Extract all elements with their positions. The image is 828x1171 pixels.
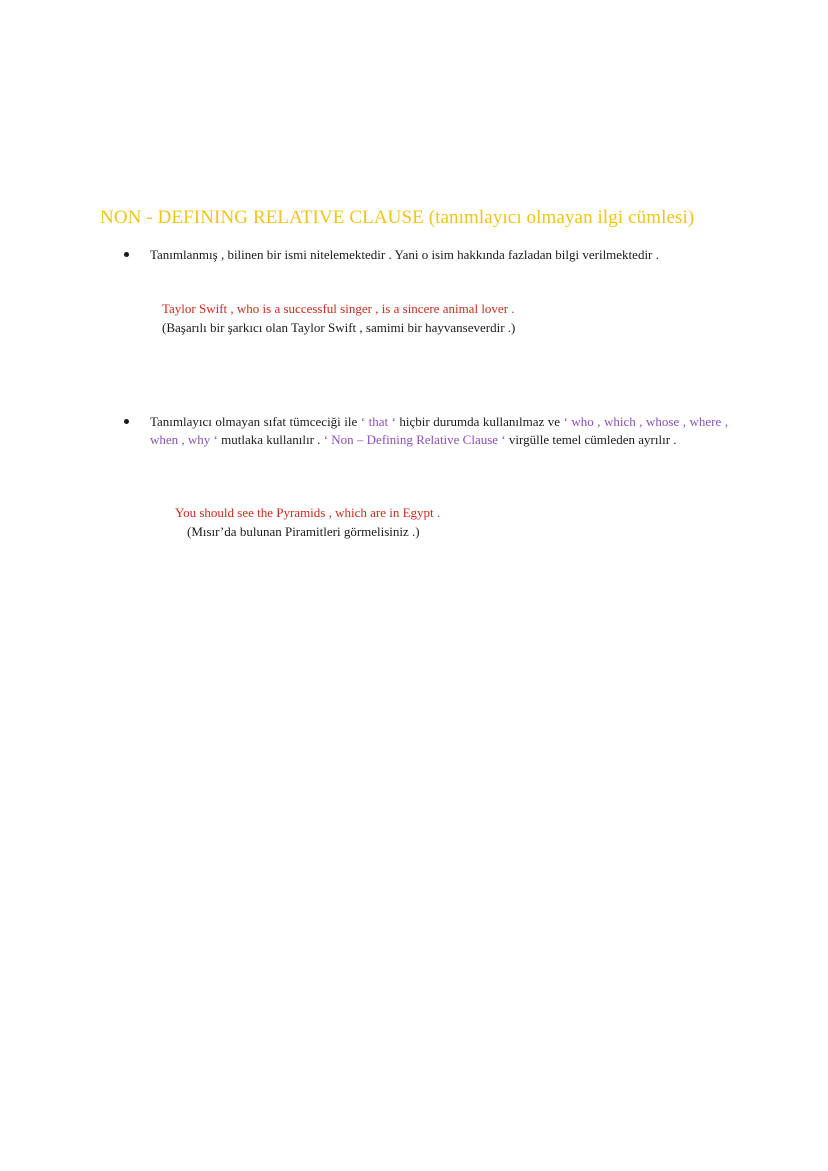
bullet-text-1: Tanımlanmış , bilinen bir ismi nitelemektedir . Yani o isim hakkında fazladan bilgi verilmektedir . [150, 247, 659, 262]
bullet-2-text-b: hiçbir durumda kullanılmaz ve [395, 414, 564, 429]
bullet-dot-icon [124, 252, 129, 257]
bullet-text-2 [150, 413, 728, 449]
keyword-list: ‘ who , which , whose , where , when , why ‘ [150, 414, 728, 447]
bullet-dot-icon [124, 419, 129, 424]
keyword-clause-name: ‘ Non – Defining Relative Clause ‘ [323, 432, 506, 447]
bullet-2-text-a: Tanımlayıcı olmayan sıfat tümceciği ile [150, 414, 361, 429]
bullet-2-text-d: virgülle temel cümleden ayrılır . [505, 432, 677, 447]
example-2-sentence: You should see the Pyramids , which are in Egypt . [175, 505, 441, 520]
example-1-translation: (Başarılı bir şarkıcı olan Taylor Swift , samimi bir hayvanseverdir .) [162, 320, 516, 335]
example-2-translation: (Mısır’da bulunan Piramitleri görmelisiniz .) [187, 524, 420, 539]
bullet-2-text-c: mutlaka kullanılır . [217, 432, 324, 447]
page-title: NON - DEFINING RELATIVE CLAUSE (tanımlayıcı olmayan ilgi cümlesi) [100, 207, 695, 228]
example-1 [162, 299, 515, 337]
keyword-that: ‘ that ‘ [360, 414, 396, 429]
example-1-sentence: Taylor Swift , who is a successful singer , is a sincere animal lover . [162, 301, 515, 316]
example-2 [175, 503, 440, 541]
